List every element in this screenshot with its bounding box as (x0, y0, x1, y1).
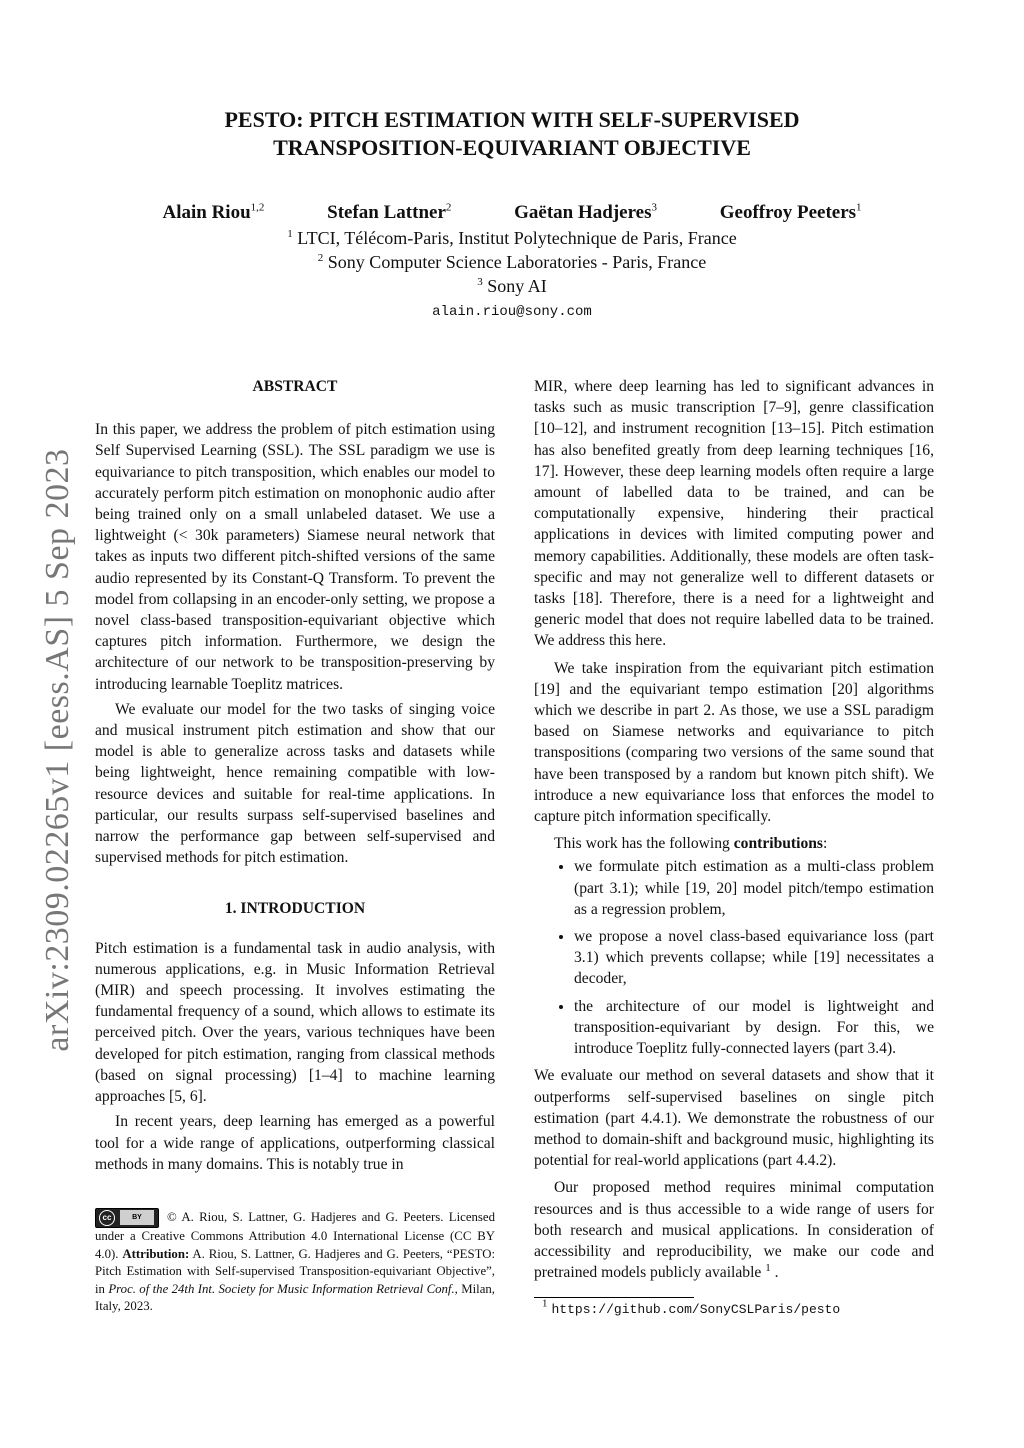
author-sup: 1 (856, 201, 862, 214)
attribution-label: Attribution: (122, 1246, 190, 1261)
affiliation-text: Sony AI (487, 276, 547, 296)
venue-location: Milan, Italy, 2023. (95, 1281, 496, 1314)
author-1 (162, 202, 264, 224)
footnote-link[interactable]: https://github.com/SonyCSLParis/pesto (551, 1302, 841, 1317)
contributions-list (534, 856, 934, 1059)
list-item: • the architecture of our model is lightweight and transposition-equivariant by design. For this, we introduce Toeplitz fully-connected layers (part 3.4). (574, 996, 934, 1060)
contributions-intro (534, 833, 934, 854)
attribution-text: A. Riou, S. Lattner, G. Hadjeres and G. Peeters, “PESTO: Pitch Estimation with Self-supervised Transposition-equivariant Objective”, in (95, 1246, 496, 1296)
contributions-colon: : (823, 835, 828, 853)
affiliation-text: Sony Computer Science Laboratories - Paris, France (327, 252, 707, 272)
list-item: • we formulate pitch estimation as a multi-class problem (part 3.1); while [19, 20] model pitch/tempo estimation as a regression problem, (574, 856, 934, 920)
abstract-paragraph-1: In this paper, we address the problem of pitch estimation using Self Supervised Learning (SSL). The SSL paradigm we use is equivariance to pitch transposition, which enables our model to accurately perform pitch estimation on monophonic audio after being trained only on a small unlabeled dataset. We use a lightweight (< 30k parameters) Siamese neural network that takes as inputs two different pitch-shifted versions of the same audio represented by its Constant-Q Transform. To prevent the model from collapsing in an encoder-only setting, we propose a novel class-based transposition-equivariant objective which captures pitch information. Furthermore, we design the architecture of our network to be transposition-preserving by introducing learnable Toeplitz matrices. (95, 421, 495, 693)
author-4 (720, 202, 862, 224)
footnote (542, 1297, 841, 1318)
abstract-heading: ABSTRACT (252, 378, 338, 395)
right-paragraph-1: MIR, where deep learning has led to significant advances in tasks such as music transcription [7–9], genre classification [10–12], and instrument recognition [13–15]. Pitch estimation has also benefited greatly from deep learning techniques [16, 17]. However, these deep learning models often require a large amount of labelled data to be trained, and can be computationally expensive, hindering their practical applications in devices with limited computing power and memory capabilities. Additionally, these models are often task-specific and may not generalize well to different datasets or tasks [18]. Therefore, there is a need for a lightweight and generic model that does not require labelled data to be trained. We address this here. (534, 378, 934, 650)
author-name: Gaëtan Hadjeres (514, 202, 652, 223)
paper-title (0, 106, 1024, 162)
list-item: • we propose a novel class-based equivariance loss (part 3.1) which prevents collapse; while [19] necessitates a decoder, (574, 926, 934, 990)
affiliation-sup: 1 (287, 228, 293, 240)
author-3 (514, 202, 657, 224)
affiliation-3 (0, 276, 1024, 297)
right-paragraph-2: We take inspiration from the equivariant pitch estimation [19] and the equivariant tempo estimation [20] algorithms which we describe in part 2. As those, we use a SSL paradigm based on Siamese networks and equivariance to pitch transpositions (comparing two versions of the same sound that have been transposed by a random but known pitch shift). We introduce a new equivariance loss that enforces the model to capture pitch information specifically. (534, 659, 934, 826)
footnote-number: 1 (542, 1297, 548, 1310)
abstract-paragraph-2: We evaluate our model for the two tasks of singing voice and musical instrument pitch estimation and show that our model is able to generalize across tasks and datasets while being lightweight, hence remaining compatible with low-resource devices and suitable for real-time applications. In particular, our results surpass self-supervised baselines and narrow the performance gap between self-supervised and supervised methods for pitch estimation. (95, 700, 495, 867)
cc-by-license-icon (95, 1208, 159, 1228)
contact-email: alain.riou@sony.com (432, 304, 592, 320)
footnote-divider (534, 1297, 694, 1298)
paragraph-5-text: Our proposed method requires minimal computation resources and is thus accessible to a wide range of users for both research and musical applications. In consideration of accessibility and reproducibility, we make our code and pretrained models publicly available (534, 1179, 934, 1282)
introduction-heading: 1. INTRODUCTION (224, 900, 366, 918)
paragraph-5-end: . (774, 1264, 779, 1282)
affiliation-sup: 3 (477, 276, 483, 288)
intro-paragraph-1: Pitch estimation is a fundamental task in audio analysis, with numerous applications, e.g. in Music Information Retrieval (MIR) and speech processing. It involves estimating the fundamental frequency of a sound, which allows to estimate its perceived pitch. Over the years, various techniques have been developed for pitch estimation, ranging from classical methods (based on signal processing) [1–4] to machine learning approaches [5, 6]. (95, 939, 495, 1106)
author-name: Geoffroy Peeters (719, 202, 857, 223)
by-icon: BY (120, 1210, 154, 1225)
author-name: Stefan Lattner (327, 202, 446, 223)
contributions-bold: contributions (733, 835, 823, 853)
copyright-text: © A. Riou, S. Lattner, G. Hadjeres and G. Peeters. Licensed under a Creative Commons Attribution 4.0 International License (CC BY 4.0). (95, 1209, 495, 1261)
intro-paragraph-2: In recent years, deep learning has emerged as a powerful tool for a wide range of applications, outperforming classical methods in many domains. This is notably true in (95, 1113, 495, 1173)
right-paragraph-5 (534, 1177, 934, 1283)
author-sup: 1,2 (250, 201, 265, 214)
contributions-lead: This work has the following (554, 835, 730, 853)
author-name: Alain Riou (162, 202, 251, 223)
affiliation-1 (0, 228, 1024, 249)
author-sup: 2 (445, 201, 452, 214)
author-2 (327, 202, 451, 224)
author-sup: 3 (651, 201, 658, 214)
title-line-2: TRANSPOSITION-EQUIVARIANT OBJECTIVE (273, 135, 751, 160)
affiliation-sup: 2 (317, 252, 324, 264)
affiliation-2 (0, 252, 1024, 273)
copyright-notice (95, 1208, 495, 1316)
cc-icon: cc (99, 1210, 115, 1226)
right-column (534, 376, 934, 1283)
affiliation-text: LTCI, Télécom-Paris, Institut Polytechnique de Paris, France (297, 228, 737, 248)
left-column (95, 376, 495, 1175)
arxiv-identifier: arXiv:2309.02265v1 [eess.AS] 5 Sep 2023 (39, 448, 76, 1052)
footnote-marker: 1 (765, 1261, 771, 1274)
venue-text: Proc. of the 24th Int. Society for Music Information Retrieval Conf., (108, 1281, 458, 1296)
title-line-1: PESTO: PITCH ESTIMATION WITH SELF-SUPERVISED (224, 107, 800, 132)
right-paragraph-4: We evaluate our method on several datasets and show that it outperforms self-supervised baselines on single pitch estimation (part 4.4.1). We demonstrate the robustness of our method to domain-shift and background music, highlighting its potential for real-world applications (part 4.4.2). (534, 1067, 934, 1170)
author-list (0, 202, 1024, 224)
